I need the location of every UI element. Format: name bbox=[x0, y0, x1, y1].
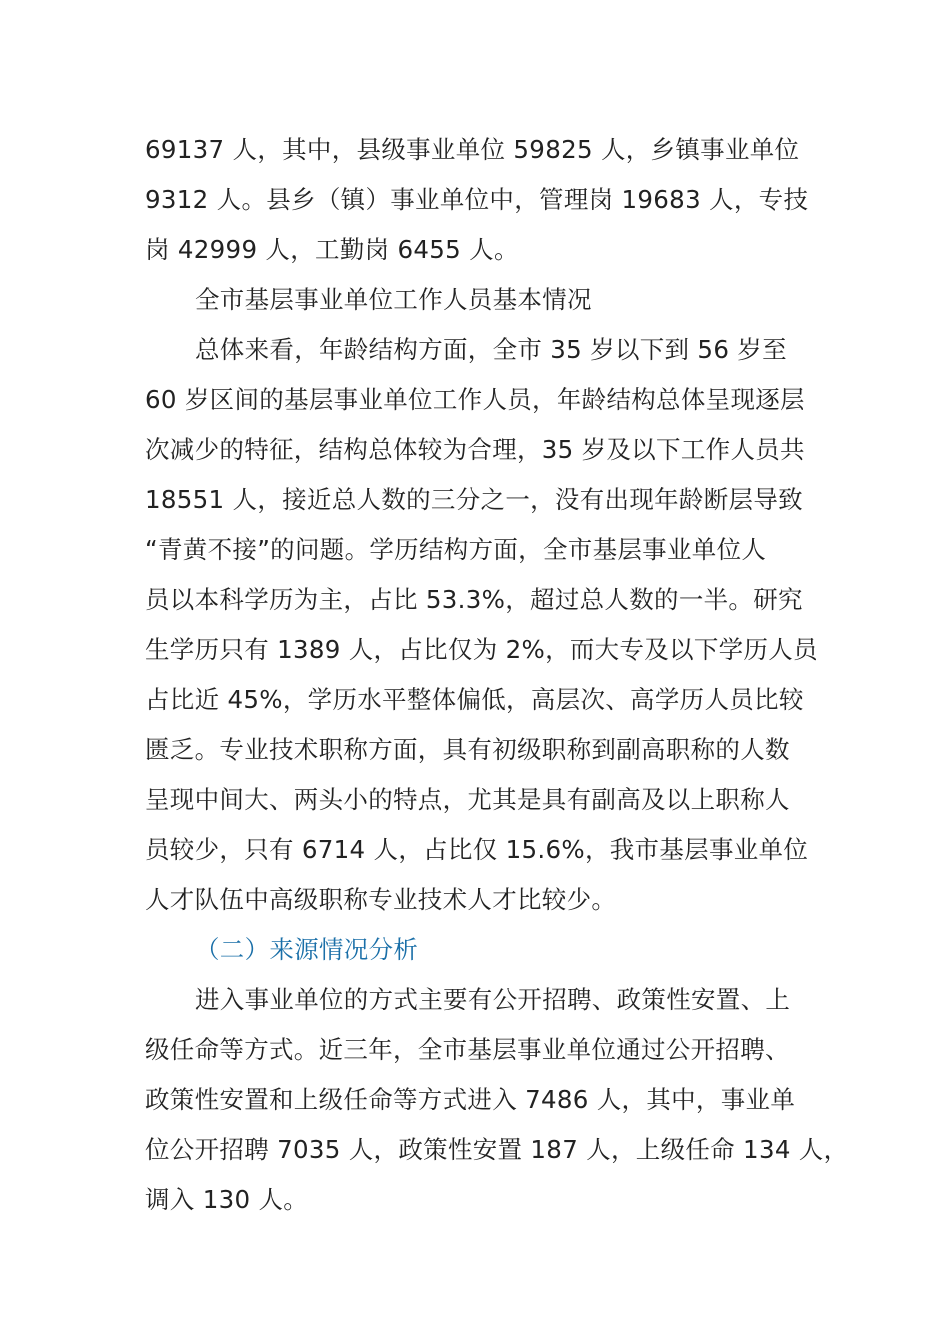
paragraph-line: 员以本科学历为主，占比 53.3%，超过总人数的一半。研究 bbox=[145, 585, 803, 614]
paragraph-line: “青黄不接”的问题。学历结构方面，全市基层事业单位人 bbox=[145, 535, 767, 564]
paragraph-line: 人才队伍中高级职称专业技术人才比较少。 bbox=[145, 885, 617, 914]
paragraph-line: 18551 人，接近总人数的三分之一，没有出现年龄断层导致 bbox=[145, 485, 803, 514]
paragraph-line: 总体来看，年龄结构方面，全市 35 岁以下到 56 岁至 bbox=[195, 335, 787, 364]
paragraph-line: 位公开招聘 7035 人，政策性安置 187 人，上级任命 134 人， bbox=[145, 1135, 849, 1164]
paragraph-line: 生学历只有 1389 人，占比仅为 2%，而大专及以下学历人员 bbox=[145, 635, 818, 664]
paragraph-line: 次减少的特征，结构总体较为合理，35 岁及以下工作人员共 bbox=[145, 435, 805, 464]
paragraph-line: 员较少，只有 6714 人，占比仅 15.6%，我市基层事业单位 bbox=[145, 835, 809, 864]
section-heading: （二）来源情况分析 bbox=[195, 935, 419, 964]
paragraph-line: 全市基层事业单位工作人员基本情况 bbox=[195, 285, 592, 314]
paragraph-line: 岗 42999 人，工勤岗 6455 人。 bbox=[145, 235, 519, 264]
paragraph-line: 进入事业单位的方式主要有公开招聘、政策性安置、上 bbox=[195, 985, 791, 1014]
paragraph-line: 60 岁区间的基层事业单位工作人员，年龄结构总体呈现逐层 bbox=[145, 385, 805, 414]
paragraph-line: 占比近 45%，学历水平整体偏低，高层次、高学历人员比较 bbox=[145, 685, 804, 714]
paragraph-line: 级任命等方式。近三年，全市基层事业单位通过公开招聘、 bbox=[145, 1035, 790, 1064]
paragraph-line: 匮乏。专业技术职称方面，具有初级职称到副高职称的人数 bbox=[145, 735, 790, 764]
paragraph-line: 69137 人，其中，县级事业单位 59825 人，乡镇事业单位 bbox=[145, 135, 800, 164]
document-body bbox=[145, 125, 849, 1225]
paragraph-line: 9312 人。县乡（镇）事业单位中，管理岗 19683 人，专技 bbox=[145, 185, 809, 214]
paragraph-line: 调入 130 人。 bbox=[145, 1185, 309, 1214]
paragraph-line: 政策性安置和上级任命等方式进入 7486 人，其中，事业单 bbox=[145, 1085, 796, 1114]
paragraph-line: 呈现中间大、两头小的特点，尤其是具有副高及以上职称人 bbox=[145, 785, 790, 814]
